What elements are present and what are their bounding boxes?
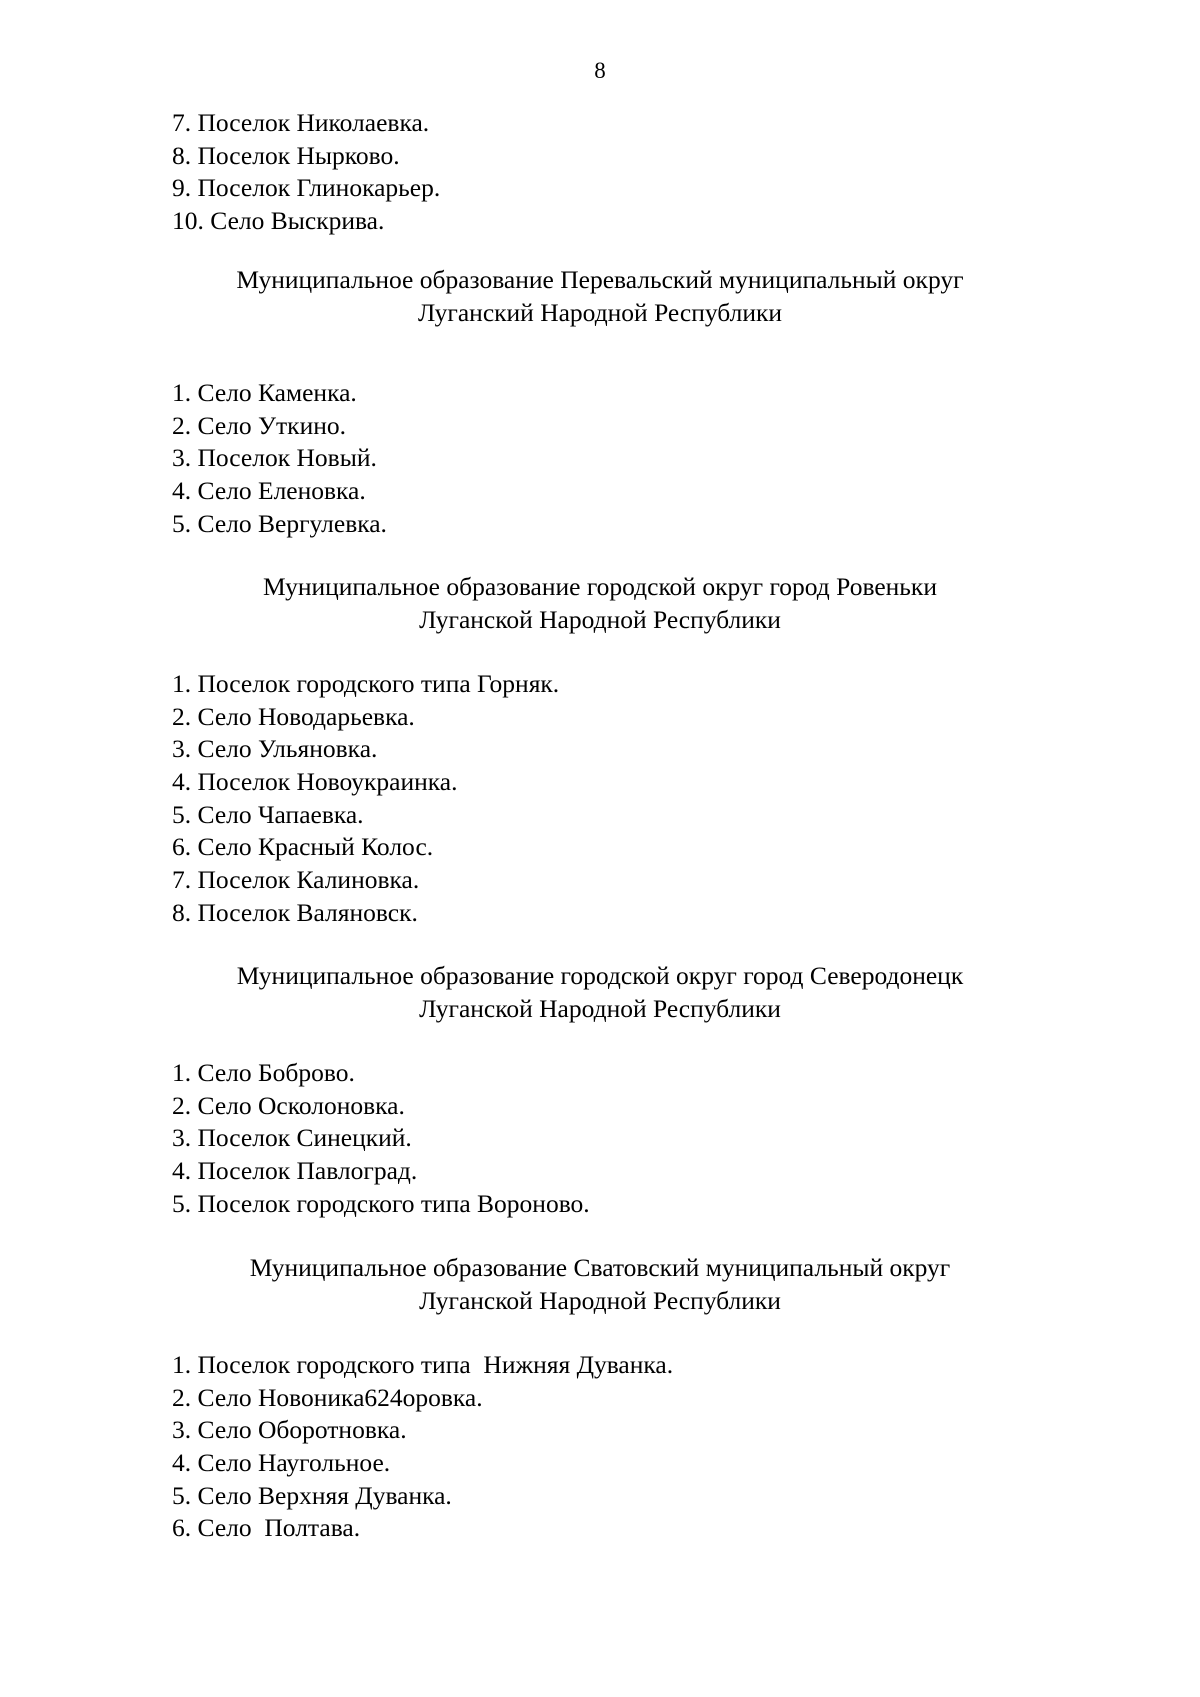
page-number: 8: [594, 58, 606, 83]
list-item: 10. Село Выскрива.: [172, 206, 385, 236]
list-item: 4. Село Еленовка.: [172, 476, 366, 506]
list-item: 7. Поселок Николаевка.: [172, 108, 430, 137]
list-item: 4. Поселок Павлоград.: [172, 1156, 418, 1186]
settlement-list: [172, 668, 559, 930]
list-item: 2. Село Уткино.: [172, 410, 346, 440]
list-item: 2. Село Осколоновка.: [172, 1090, 405, 1120]
list-item: 1. Поселок городского типа Горняк.: [172, 669, 560, 698]
settlement-list: [172, 1057, 590, 1220]
section-heading: [0, 960, 1200, 1025]
list-item: 2. Село Новодарьевка.: [172, 701, 415, 731]
list-item: 4. Поселок Новоукраинка.: [172, 767, 458, 797]
list-item: 2. Село Новоника624оровка.: [172, 1382, 483, 1412]
list-item: 5. Село Верхняя Дуванка.: [172, 1480, 452, 1510]
section-heading: [0, 571, 1200, 636]
list-item: 7. Поселок Калиновка.: [172, 865, 420, 895]
list-item: 1. Село Боброво.: [172, 1058, 355, 1087]
heading-line: Муниципальное образование Сватовский муниципальный округ: [249, 1253, 951, 1282]
heading-line: Луганской Народной Республики: [419, 993, 781, 1023]
list-item: 1. Село Каменка.: [172, 378, 357, 407]
heading-line: Луганской Народной Республики: [419, 1285, 781, 1315]
heading-line: Луганской Народной Республики: [419, 604, 781, 634]
settlement-list: [172, 1349, 673, 1545]
list-item: 9. Поселок Глинокарьер.: [172, 173, 441, 203]
list-item: 5. Село Чапаевка.: [172, 799, 364, 829]
heading-line: Муниципальное образование городской округ город Северодонецк: [236, 961, 964, 990]
list-item: 1. Поселок городского типа Нижняя Дуванка.: [172, 1350, 674, 1379]
list-item: 3. Село Оборотновка.: [172, 1415, 407, 1445]
list-item: 6. Село Красный Колос.: [172, 832, 434, 862]
list-item: 6. Село Полтава.: [172, 1513, 361, 1543]
settlement-list: [172, 107, 440, 238]
list-item: 8. Поселок Валяновск.: [172, 897, 418, 927]
list-item: 4. Село Наугольное.: [172, 1448, 391, 1478]
section-heading: [0, 1252, 1200, 1317]
heading-line: Муниципальное образование городской округ город Ровеньки: [263, 572, 937, 601]
section-heading: [0, 264, 1200, 329]
list-item: 3. Поселок Новый.: [172, 443, 377, 473]
list-item: 8. Поселок Нырково.: [172, 140, 400, 170]
heading-line: Муниципальное образование Перевальский муниципальный округ: [236, 265, 964, 294]
heading-line: Луганский Народной Республики: [417, 297, 783, 327]
list-item: 3. Поселок Синецкий.: [172, 1123, 412, 1153]
list-item: 5. Село Вергулевка.: [172, 508, 387, 538]
settlement-list: [172, 377, 387, 540]
list-item: 5. Поселок городского типа Вороново.: [172, 1188, 590, 1218]
list-item: 3. Село Ульяновка.: [172, 734, 378, 764]
